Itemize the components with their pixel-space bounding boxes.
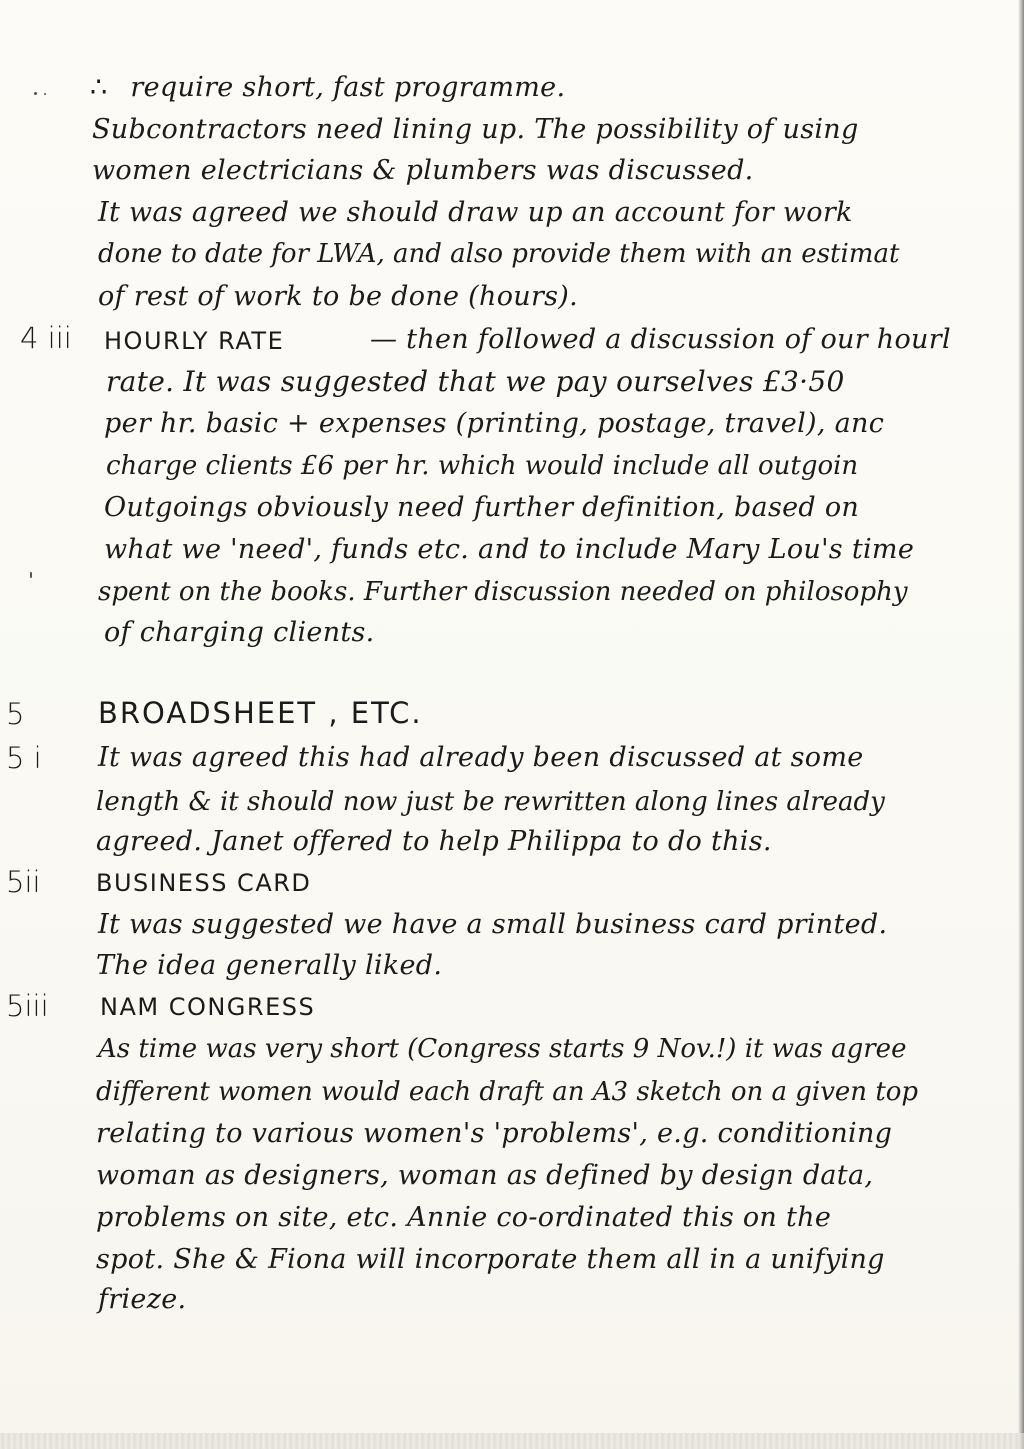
section-heading-nam-congress: NAM CONGRESS: [100, 993, 316, 1021]
section-number-5iii: 5iii: [6, 989, 49, 1023]
section-heading-broadsheet: BROADSHEET , ETC.: [98, 696, 423, 730]
hourly-rate-line: rate. It was suggested that we pay ourselves £3·50: [106, 365, 845, 398]
continuation-line: of rest of work to be done (hours).: [98, 281, 579, 312]
continuation-text: require short, fast programme.: [130, 72, 566, 103]
broadsheet-line: agreed. Janet offered to help Philippa to do this.: [96, 826, 772, 857]
page-edge-shadow: [1018, 0, 1024, 1449]
hourly-rate-line: per hr. basic + expenses (printing, postage, travel), anc: [104, 408, 885, 439]
section-number-5: 5: [6, 697, 25, 731]
section-number-4iii: 4 iii: [20, 321, 72, 355]
hourly-rate-first-line: — then followed a discussion of our hourl: [370, 324, 951, 355]
nam-congress-line: spot. She & Fiona will incorporate them all in a unifying: [96, 1244, 885, 1275]
hourly-rate-line: spent on the books. Further discussion needed on philosophy: [98, 577, 908, 607]
section-number-5i: 5 i: [6, 741, 42, 775]
continuation-line: It was agreed we should draw up an account for work: [98, 197, 853, 228]
hourly-rate-line: of charging clients.: [104, 617, 375, 648]
continuation-line: Subcontractors need lining up. The possibility of using: [92, 114, 859, 145]
nam-congress-line: different women would each draft an A3 sketch on a given top: [96, 1077, 919, 1107]
hourly-rate-line: charge clients £6 per hr. which would include all outgoin: [106, 451, 859, 481]
section-number-5ii: 5ii: [6, 865, 41, 899]
hourly-rate-line: Outgoings obviously need further definition, based on: [104, 492, 860, 523]
nam-congress-line: As time was very short (Congress starts 9 Nov.!) it was agree: [98, 1034, 907, 1064]
business-card-line: The idea generally liked.: [96, 950, 443, 981]
broadsheet-line: length & it should now just be rewritten along lines already: [96, 787, 885, 817]
nam-congress-line: problems on site, etc. Annie co-ordinated this on the: [96, 1202, 832, 1233]
ink-speck: [30, 572, 32, 578]
therefore-bullet: ∴: [90, 72, 108, 103]
hourly-rate-line: what we 'need', funds etc. and to include Mary Lou's time: [104, 534, 915, 565]
continuation-line: done to date for LWA, and also provide them with an estimat: [98, 239, 900, 269]
nam-congress-line: relating to various women's 'problems', e.g. conditioning: [96, 1118, 893, 1149]
nam-congress-line: woman as designers, woman as defined by design data,: [96, 1160, 874, 1191]
continuation-line: women electricians & plumbers was discussed.: [92, 155, 754, 186]
broadsheet-line: It was agreed this had already been discussed at some: [98, 742, 864, 773]
scan-border: [0, 1433, 1024, 1449]
ink-speck: [34, 92, 37, 95]
section-heading-hourly-rate: HOURLY RATE: [104, 327, 285, 355]
section-heading-business-card: BUSINESS CARD: [96, 869, 312, 897]
continuation-first-line: [90, 72, 565, 104]
business-card-line: It was suggested we have a small business card printed.: [98, 909, 888, 940]
nam-congress-line: frieze.: [98, 1284, 187, 1315]
ink-speck: [44, 93, 46, 95]
